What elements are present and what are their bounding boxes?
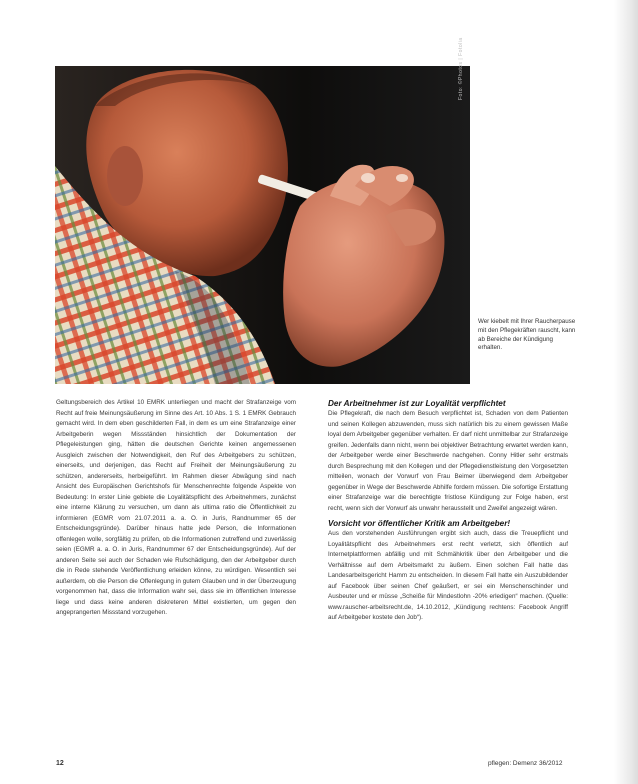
page-number: 12	[56, 760, 64, 767]
smoking-man-illustration	[55, 66, 470, 384]
section-paragraph-criticism: Aus den vorstehenden Ausführungen ergibt sich auch, dass die Treuepflicht und Loyalitätspflicht des Arbeitnehmers erst recht verletzt, sich öffentlich auf Internetplattformen abfällig und mit Schmähkritik über den Arbeitgeber und die Verhältnisse auf dem Arbeitsmarkt zu äußern. Einen solchen Fall hatte das Landesarbeitsgericht Hamm zu entscheiden. In diesem Fall hatte ein Auszubildender auf Facebook über seinen Chef geäußert, er sei ein Menschenschinder und Ausbeuter und er müsse „Scheiße für Mindestlohn -20% erledigen“ machen. (Quelle: www.rauscher-arbeitsrecht.de, 14.10.2012, „Kündigung rechtens: Facebook Angriff auf Arbeitgeber kostete den Job“).	[328, 530, 568, 621]
photo-credit: Foto: ©Photos | Fotolia	[458, 37, 464, 100]
page-edge-shadow	[614, 0, 638, 784]
section-paragraph-loyalty: Die Pflegekraft, die nach dem Besuch verpflichtet ist, Schaden von dem Patienten und seinen Kollegen abzuwenden, muss sich natürlich bis zu einem gewissen Maße loyal dem Arbeitgeber gegenüber verhalten. Er darf nicht unmittelbar zur Strafanzeige greifen. Jedenfalls dann nicht, wenn bei objektiver Betrachtung erwartet werden kann, der Arbeitgeber werde einer Beschwerde nachgehen. Conny Hitler sehr erstmals durch Besprechung mit den Kollegen und der Pflegedienstleistung den Vorgesetzten mitteilen, wonach der Vorwurf von Frau Beimer überwiegend dem Arbeitgeber gegenüber in Wege der Beschwerde Abhilfe fordern müssen. Die sofortige Erstattung einer Strafanzeige war die berechtigte fristlose Kündigung zur Folge haben, erst recht, wenn sich der Vorwurf als unwahr herausstellt und Zweifel angezeigt wären.	[328, 410, 568, 512]
section-heading-criticism: Vorsicht vor öffentlicher Kritik am Arbeitgeber!	[328, 519, 511, 528]
photo-caption: Wer kiebelt mit Ihrer Raucherpause mit den Pflegekräften rauscht, kann ab Bereiche der Kündigung erhalten.	[478, 318, 576, 352]
article-photo	[55, 66, 470, 384]
left-column-text: Geltungsbereich des Artikel 10 EMRK unterliegen und macht der Strafanzeige vom Recht auf freie Meinungsäußerung im Sinne des Art. 10 Abs. 1 S. 1 EMRK Gebrauch gemacht wird. In dem eben geschilderten Fall, in dem es um eine Strafanzeige einer Arbeitgeberin wegen Missständen hinsichtlich der Dokumentation der Pflegeleistungen ging, hätten die deutschen Gerichte keinen angemessenen Ausgleich zwischen der Notwendigkeit, den Ruf des Arbeitgebers zu schützen, einerseits, und derjenigen, das Recht auf Freiheit der Meinungsäußerung zu schützen, andererseits, herbeigeführt. Im Rahmen dieser Abwägung sind nach Ansicht des Europäischen Gerichtshofs für Menschenrechte folgende Aspekte von Bedeutung: In erster Linie gebiete die Loyalitätspflicht des Arbeitnehmers, zunächst eine interne Klärung zu versuchen, um dann als ultima ratio die Öffentlichkeit zu informieren (EGMR vom 21.07.2011 a. a. O. in Juris, Randnummer 65 der Entscheidungsgründe). Darüber hinaus hatte jede Person, die Informationen offenlegen wolle, sorgfältig zu prüfen, ob die Informationen zutreffend und zuverlässig seien (EGMR a. a. O. in Juris, Randnummer 67 der Entscheidungsgründe). Auf der anderen Seite sei auch der Schaden wie Rufschädigung, den der Arbeitgeber durch die in Rede stehende Veröffentlichung erleiden könne, zu würdigen. Wesentlich sei außerdem, ob die Person die Offenlegung in gutem Glauben und in der Überzeugung vorgenommen hat, dass die Information wahr sei, dass sie im öffentlichen Interesse liege und dass keine anderen diskreteren Mittel existierten, um gegen den angeprangerten Missstand vorzugehen.	[56, 399, 296, 616]
section-heading-loyalty: Der Arbeitnehmer ist zur Loyalität verpflichtet	[328, 399, 506, 408]
right-column	[328, 398, 568, 624]
left-column	[56, 398, 296, 619]
magazine-issue: pflegen: Demenz 36/2012	[488, 760, 563, 767]
